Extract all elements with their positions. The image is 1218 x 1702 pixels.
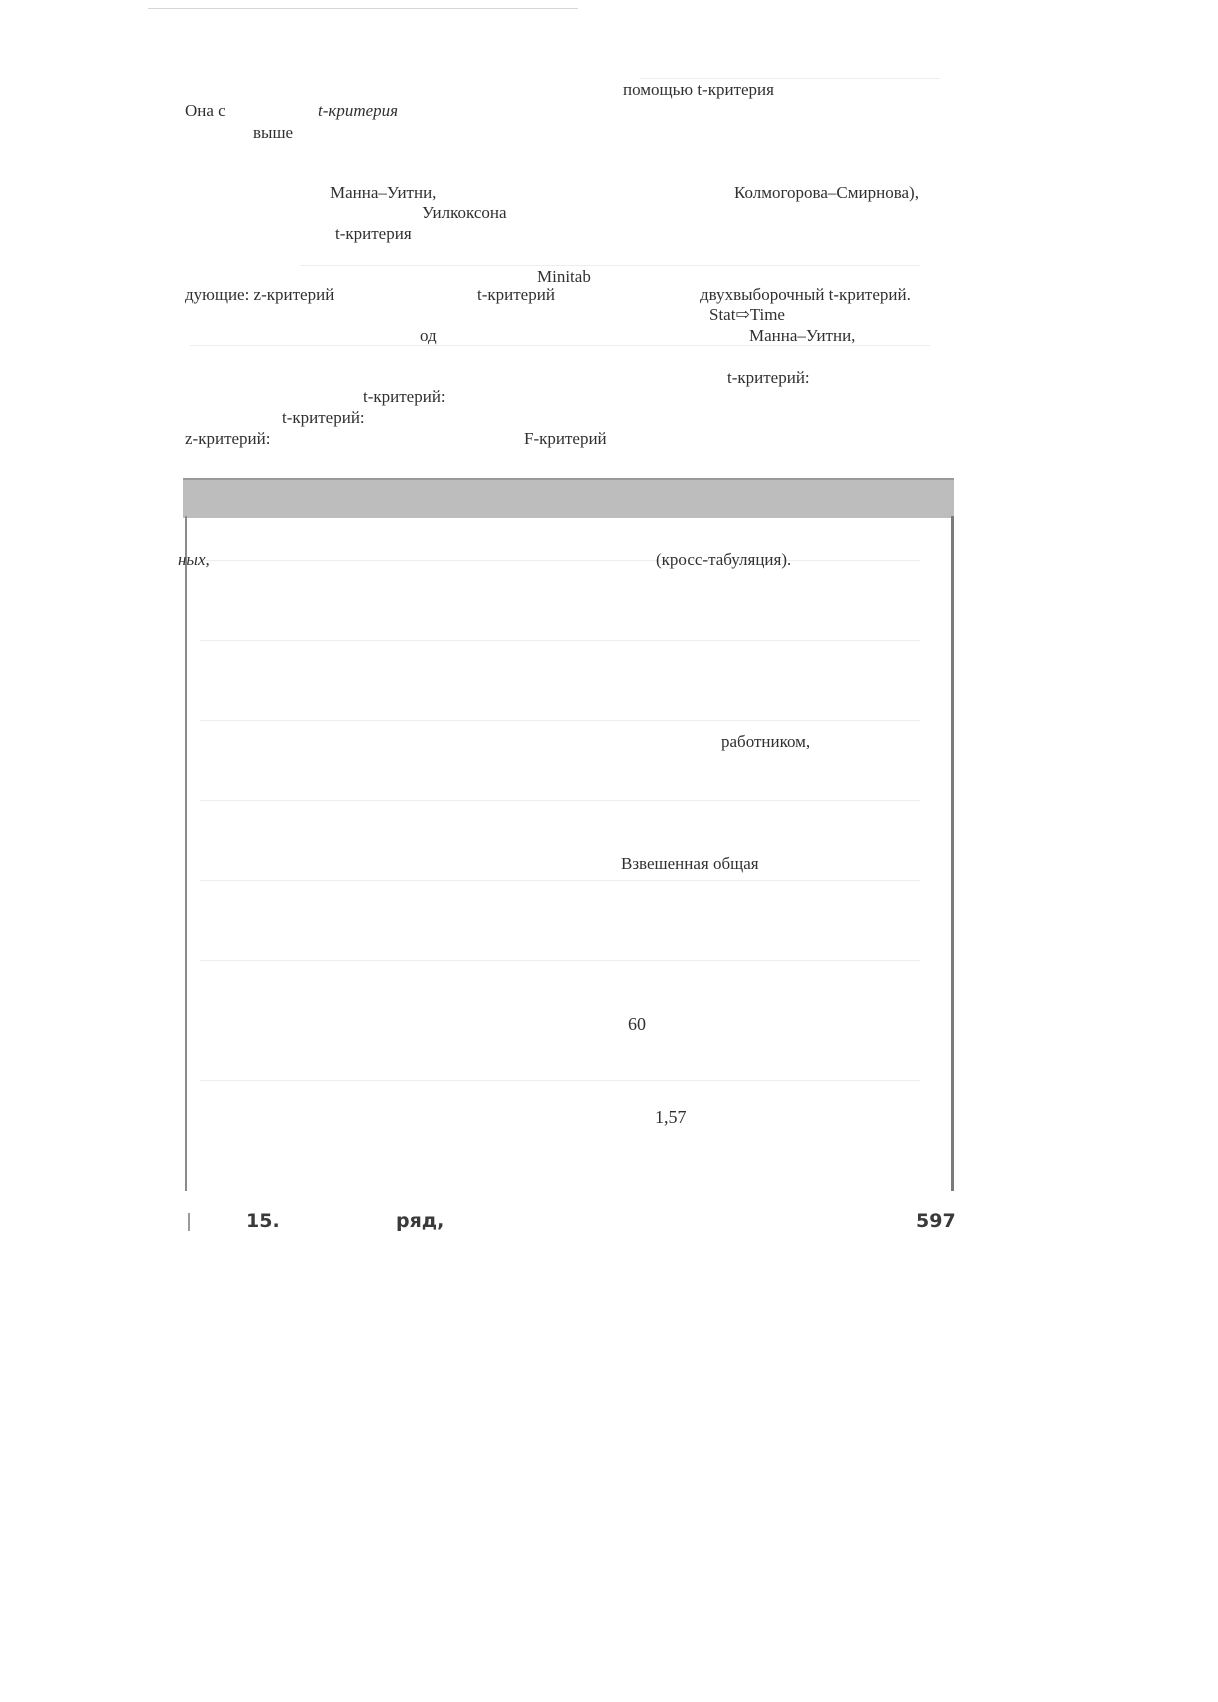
ghost-line [200, 960, 920, 961]
top-rule [148, 8, 578, 9]
text-fragment: 1,57 [655, 1107, 687, 1127]
text-fragment: t-критерия [335, 224, 412, 243]
text-fragment: Stat⇨Time [709, 305, 785, 324]
ghost-line [200, 640, 920, 641]
text-fragment: t-критерия [318, 101, 399, 120]
footer-chapter-number: 15. [246, 1210, 280, 1232]
text-fragment: двухвыборочный t-критерий. [700, 285, 911, 304]
text-fragment: работником, [721, 732, 811, 751]
box-border-left [185, 516, 187, 1191]
text-fragment: выше [253, 123, 294, 142]
text-fragment: од [420, 326, 437, 345]
text-fragment: ных, [178, 550, 210, 569]
text-fragment: 60 [628, 1014, 646, 1034]
page-number: 597 [916, 1210, 956, 1232]
ghost-line [200, 720, 920, 721]
text-fragment: t-критерий: [363, 387, 446, 406]
text-fragment: (кросс-табуляция). [656, 550, 792, 569]
text-fragment: дующие: z-критерий [185, 285, 335, 304]
text-fragment: z-критерий: [185, 429, 271, 448]
ghost-line [300, 265, 920, 266]
ghost-line [200, 1080, 920, 1081]
section-header-bar [183, 478, 954, 518]
text-fragment: Она с [185, 101, 226, 120]
text-fragment: t-критерий: [282, 408, 365, 427]
text-fragment: t-критерий [477, 285, 555, 304]
text-fragment: Колмогорова–Смирнова), [734, 183, 919, 202]
text-fragment: Манна–Уитни, [330, 183, 437, 202]
text-fragment: Minitab [537, 267, 591, 286]
ghost-line [640, 78, 940, 79]
ghost-line [200, 880, 920, 881]
text-fragment: Манна–Уитни, [749, 326, 856, 345]
text-fragment: Уилкоксона [422, 203, 507, 222]
text-fragment: F-критерий [524, 429, 607, 448]
text-fragment: t-критерий: [727, 368, 810, 387]
footer-tick [188, 1213, 190, 1231]
ghost-line [200, 800, 920, 801]
box-border-right [951, 516, 954, 1191]
text-fragment: Взвешенная общая [621, 854, 759, 873]
text-fragment: помощью t-критерия [623, 80, 774, 99]
ghost-line [200, 560, 920, 561]
footer-chapter-word: ряд, [396, 1210, 445, 1232]
